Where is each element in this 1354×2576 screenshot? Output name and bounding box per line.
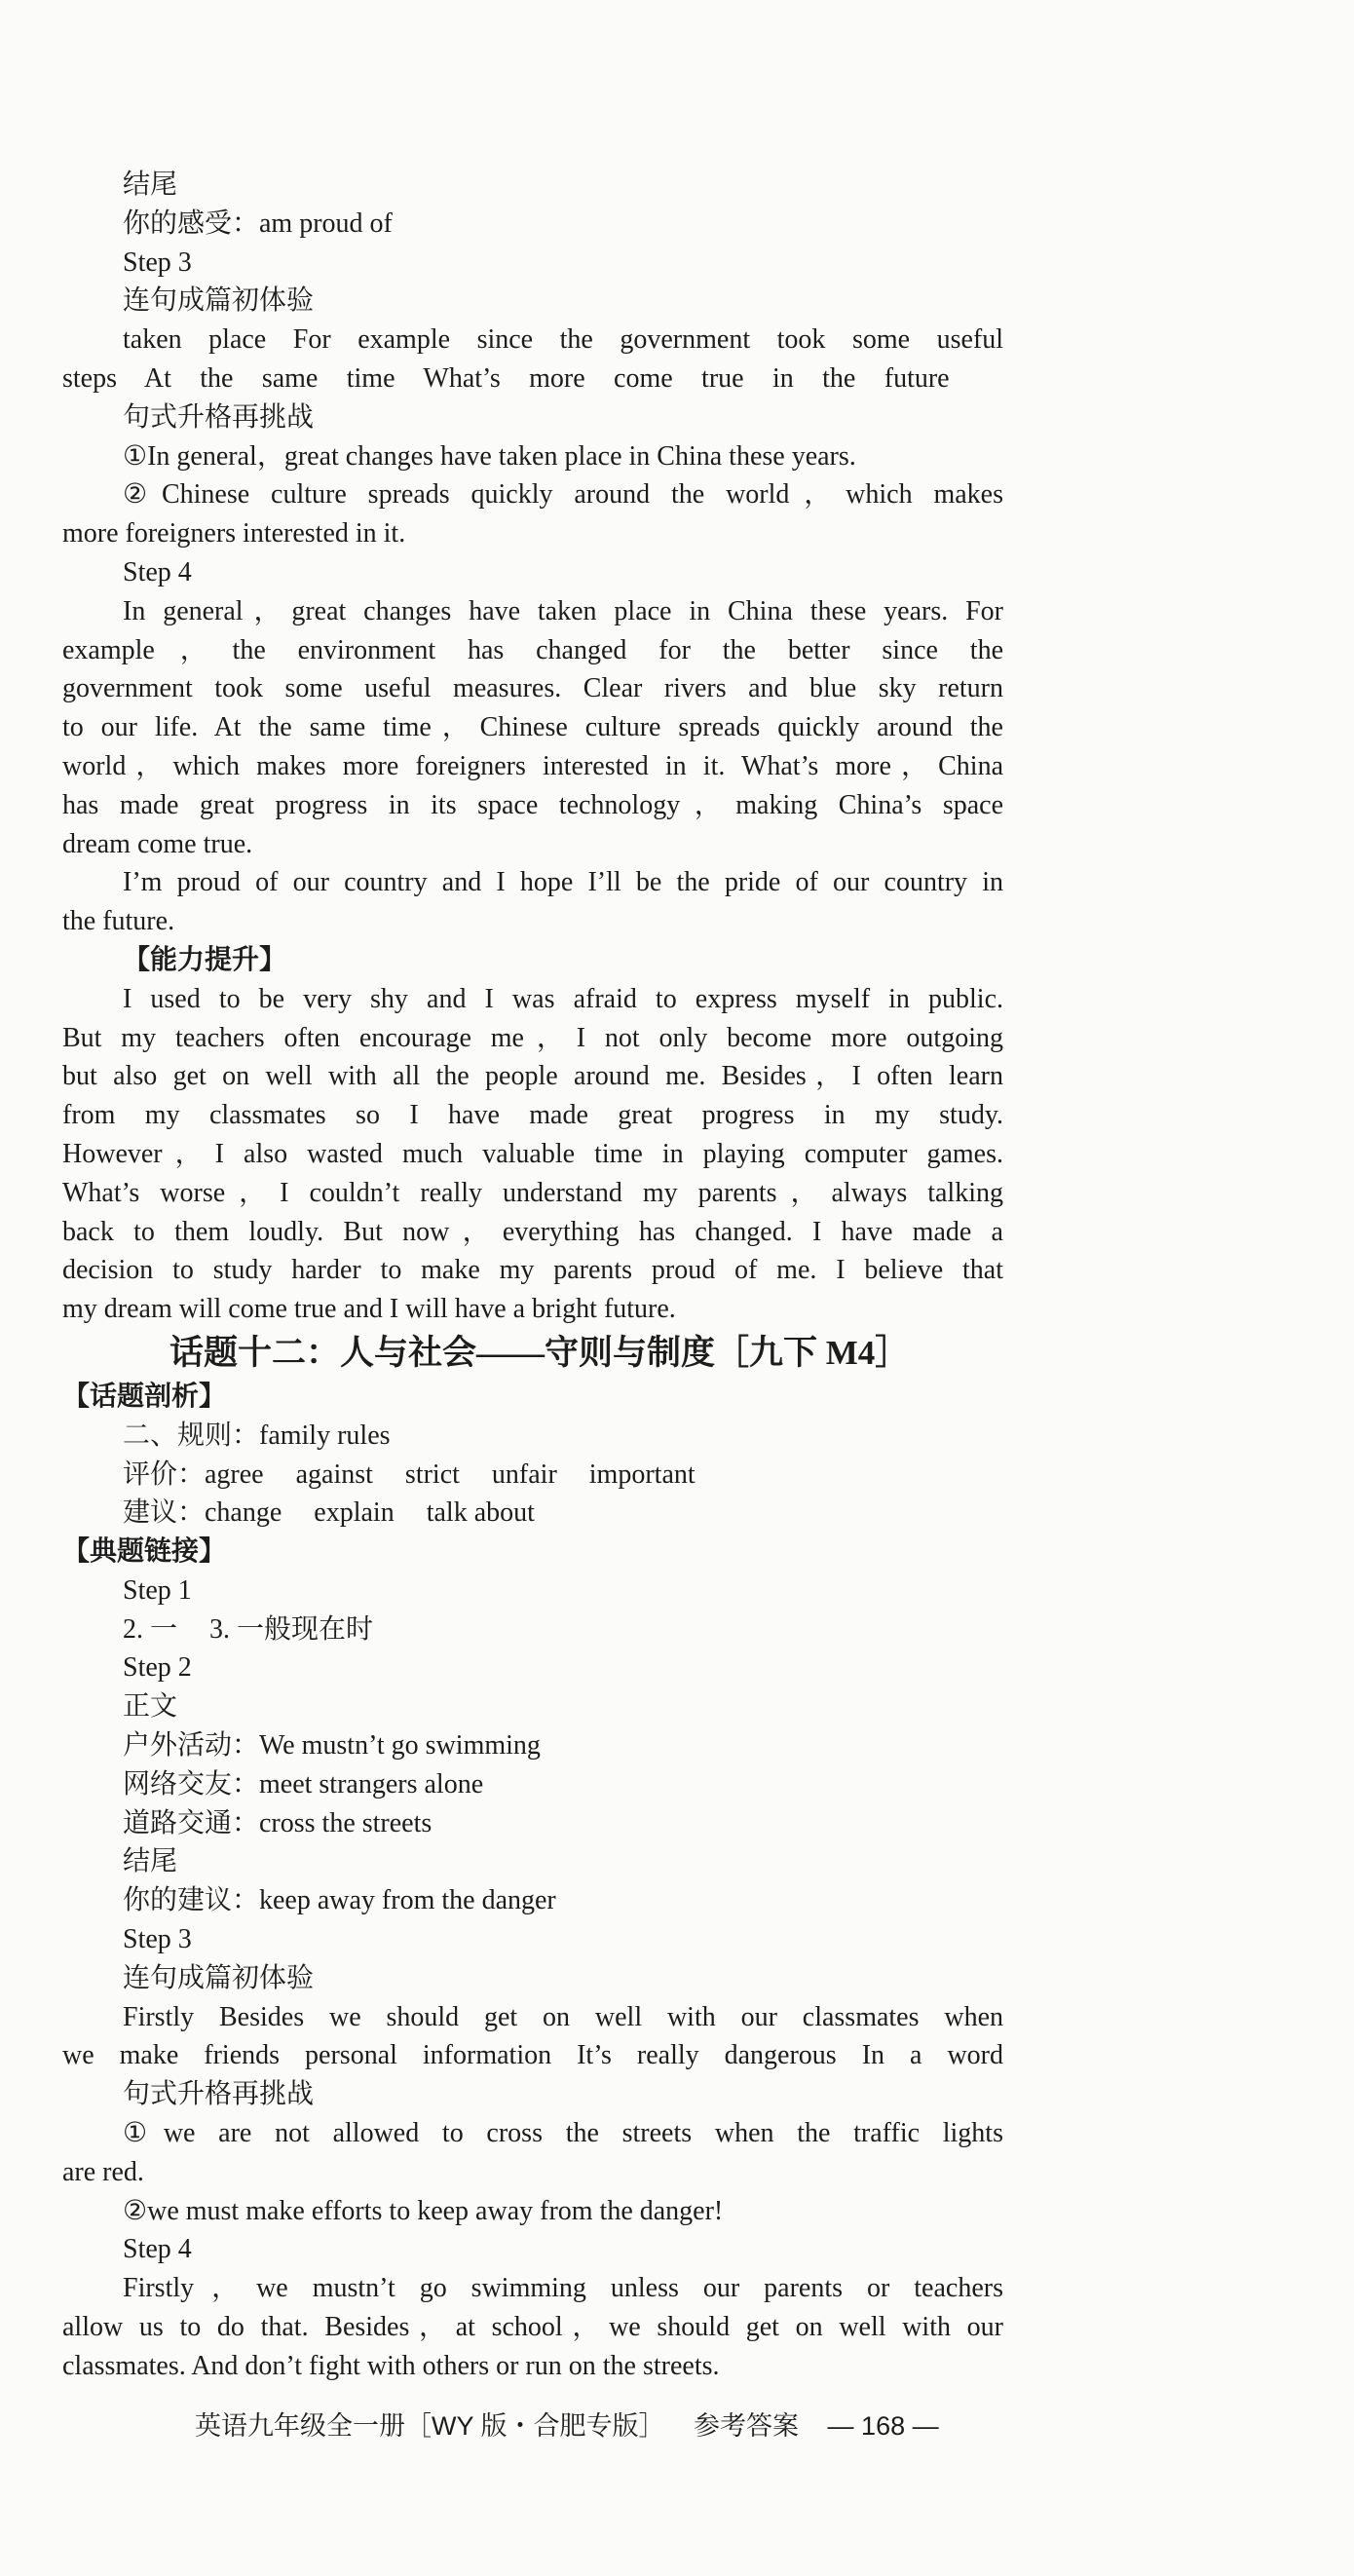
sentence: ①we are not allowed to cross the streets when the traffic lights — [123, 2118, 1003, 2149]
link-label: 【典题链接】 — [62, 1536, 227, 1568]
ending-label: 结尾 — [123, 1846, 178, 1877]
combine-label: 连句成篇初体验 — [123, 1962, 315, 1993]
book-title: 英语九年级全一册［WY 版・合肥专版］ — [195, 2411, 665, 2441]
essay-line: dream come true. — [62, 828, 253, 859]
your-advice-line: 你的建议：keep away from the danger — [123, 1885, 556, 1916]
ability-label: 【能力提升】 — [123, 944, 287, 975]
step-label: Step 4 — [123, 556, 192, 587]
topic-title: 话题十二：人与社会——守则与制度［九下 M4］ — [169, 1333, 910, 1372]
ability-line: but also get on well with all the people around me. Besides，I often learn — [62, 1061, 1003, 1092]
essay-line: I’m proud of our country and I hope I’ll be the pride of our country in — [123, 867, 1003, 898]
analysis-label: 【话题剖析】 — [62, 1381, 227, 1412]
essay-line: government took some useful measures. Clear rivers and blue sky return — [62, 673, 1003, 704]
outdoor-line: 户外活动：We mustn’t go swimming — [123, 1730, 541, 1762]
answer-column — [62, 166, 1003, 2386]
phrase-line: Firstly Besides we should get on well with our classmates when — [123, 2001, 1004, 2032]
step-label: Step 2 — [123, 1652, 192, 1684]
sentence: ②we must make efforts to keep away from the danger! — [123, 2195, 724, 2226]
ability-line: What’s worse，I couldn’t really understand my parents，always talking — [62, 1177, 1003, 1208]
essay-line: In general，great changes have taken place in China these years. For — [123, 595, 1003, 626]
section-name: 参考答案 — [694, 2411, 800, 2441]
phrase-line: steps At the same time What’s more come true in the future — [62, 362, 950, 394]
essay-line: to our life. At the same time，Chinese culture spreads quickly around the — [62, 712, 1003, 743]
combine-label: 连句成篇初体验 — [123, 285, 315, 317]
page-number: — 168 — — [827, 2411, 939, 2441]
upgrade-label: 句式升格再挑战 — [123, 401, 315, 433]
ability-line: my dream will come true and I will have a bright future. — [62, 1294, 676, 1325]
ability-line: However，I also wasted much valuable time in playing computer games. — [62, 1138, 1003, 1169]
phrase-line: we make friends personal information It’s really dangerous In a word — [62, 2040, 1003, 2071]
online-line: 网络交友：meet strangers alone — [123, 1768, 484, 1799]
sentence: ①In general，great changes have taken place in China these years. — [123, 440, 856, 472]
ending-label: 结尾 — [123, 170, 178, 200]
page-footer — [195, 2405, 939, 2443]
step-label: Step 3 — [123, 1924, 192, 1955]
ability-line: from my classmates so I have made great progress in my study. — [62, 1100, 1003, 1131]
rules-line: 二、规则：family rules — [123, 1420, 391, 1451]
essay-line: the future. — [62, 906, 175, 937]
ability-line: But my teachers often encourage me，I not only become more outgoing — [62, 1022, 1003, 1053]
essay-line: example，the environment has changed for the better since the — [62, 634, 1003, 665]
essay-line: classmates. And don’t fight with others or run on the streets. — [62, 2350, 720, 2381]
step-label: Step 1 — [123, 1574, 192, 1606]
ability-line: I used to be very shy and I was afraid to express myself in public. — [123, 983, 1003, 1014]
essay-line: Firstly，we mustn’t go swimming unless our parents or teachers — [123, 2273, 1003, 2304]
ability-line: decision to study harder to make my parents proud of me. I believe that — [62, 1255, 1003, 1286]
phrase-line: taken place For example since the government took some useful — [123, 324, 1004, 356]
sentence: are red. — [62, 2156, 144, 2187]
step-label: Step 4 — [123, 2234, 192, 2265]
essay-line: world，which makes more foreigners interested in it. What’s more，China — [62, 750, 1003, 781]
ability-line: back to them loudly. But now，everything has changed. I have made a — [62, 1216, 1003, 1247]
essay-line: has made great progress in its space technology，making China’s space — [62, 789, 1003, 820]
advice-line: 建议：change explain talk about — [123, 1497, 535, 1529]
answers-line: 2. 一 3. 一般现在时 — [123, 1613, 374, 1645]
feeling-line: 你的感受：am proud of — [123, 208, 393, 239]
body-label: 正文 — [123, 1691, 178, 1723]
eval-line: 评价：agree against strict unfair important — [123, 1458, 696, 1490]
step-label: Step 3 — [123, 246, 192, 278]
traffic-line: 道路交通：cross the streets — [123, 1807, 433, 1838]
sentence: more foreigners interested in it. — [62, 518, 406, 549]
essay-line: allow us to do that. Besides，at school，we should get on well with our — [62, 2312, 1003, 2343]
sentence: ②Chinese culture spreads quickly around the world，which makes — [123, 479, 1003, 511]
upgrade-label: 句式升格再挑战 — [123, 2079, 315, 2110]
